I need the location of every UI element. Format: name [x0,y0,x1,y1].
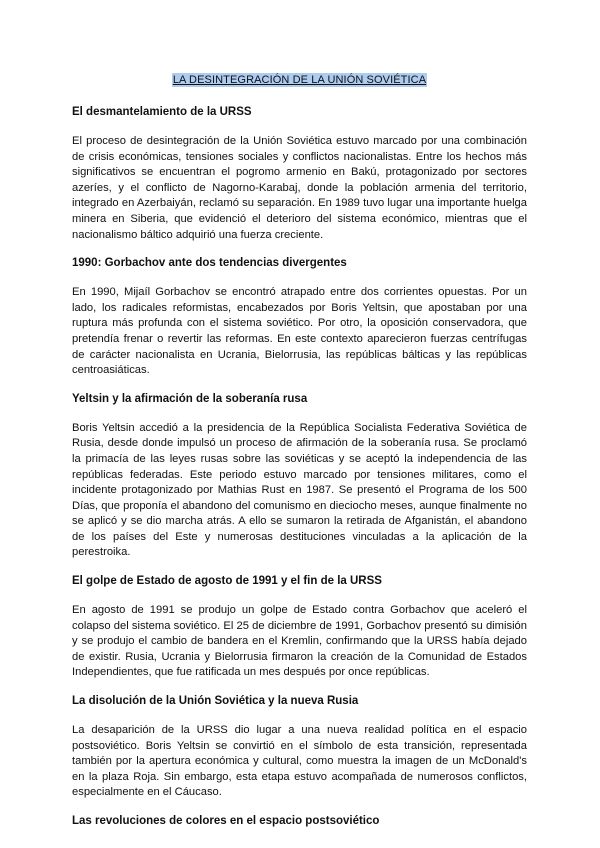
document-title: LA DESINTEGRACIÓN DE LA UNIÓN SOVIÉTICA [172,74,427,86]
section-3-heading: Yeltsin y la afirmación de la soberanía rusa [72,392,308,405]
section-1-body: El proceso de desintegración de la Unión Soviética estuvo marcado por una combinación de crisis económicas, tensiones sociales y conflictos nacionalistas. Entre los hechos más significativos se encuentran el pogromo armenio en Bakú, protagonizado por sectores azeríes, y el conflicto de Nagorno-Karabaj, donde la población armenia del territorio, integrado en Azerbaiyán, reclamó su separación. En 1989 tuvo lugar una importante huelga minera en Siberia, que evidenció el deterioro del sistema económico, mientras que el nacionalismo báltico adquirió una fuerza creciente. [72,135,527,241]
section-2-body: En 1990, Mijaíl Gorbachov se encontró atrapado entre dos corrientes opuestas. Por un lado, los radicales reformistas, encabezados por Boris Yeltsin, que apostaban por una ruptura más profunda con el sistema soviético. Por otro, la oposición conservadora, que pretendía frenar o revertir las reformas. En este contexto aparecieron fuerzas centrífugas de carácter nacionalista en Ucrania, Bielorrusia, las repúblicas bálticas y las repúblicas centroasiáticas. [72,286,527,377]
title-wrap [72,70,527,88]
section-5-body: La desaparición de la URSS dio lugar a una nueva realidad política en el espacio postsoviético. Boris Yeltsin se convirtió en el símbolo de esta transición, representada también por la apertura económica y cultural, como muestra la imagen de un McDonald's en la plaza Roja. Sin embargo, esta etapa estuvo acompañada de numerosos conflictos, especialmente en el Cáucaso. [72,724,527,799]
section-6-heading: Las revoluciones de colores en el espacio postsoviético [72,815,380,827]
section-4-heading: El golpe de Estado de agosto de 1991 y el fin de la URSS [72,575,382,588]
section-2-heading: 1990: Gorbachov ante dos tendencias divergentes [72,257,347,270]
section-5-heading: La disolución de la Unión Soviética y la nueva Rusia [72,695,359,708]
section-3-body: Boris Yeltsin accedió a la presidencia de la República Socialista Federativa Soviética de Rusia, desde donde impulsó un proceso de afirmación de la soberanía rusa. Se proclamó la primacía de las leyes rusas sobre las soviéticas y se aceptó la independencia de las repúblicas federadas. Este periodo estuvo marcado por tensiones militares, como el incidente protagonizado por Mathias Rust en 1987. Se presentó el Programa de los 500 Días, que proponía el abandono del comunismo en dieciocho meses, aunque finalmente no se aplicó y se dio marcha atrás. A ello se sumaron la retirada de Afganistán, el abandono de los países del Este y numerosas destituciones vinculadas a la aplicación de la perestroika. [72,421,527,559]
section-4-body: En agosto de 1991 se produjo un golpe de Estado contra Gorbachov que aceleró el colapso del sistema soviético. El 25 de diciembre de 1991, Gorbachov presentó su dimisión y se produjo el cambio de bandera en el Kremlin, confirmando que la URSS había dejado de existir. Rusia, Ucrania y Bielorrusia firmaron la creación de la Comunidad de Estados Independientes, que fue ratificada un mes después por once repúblicas. [72,604,527,679]
section-1-heading: El desmantelamiento de la URSS [72,106,252,118]
